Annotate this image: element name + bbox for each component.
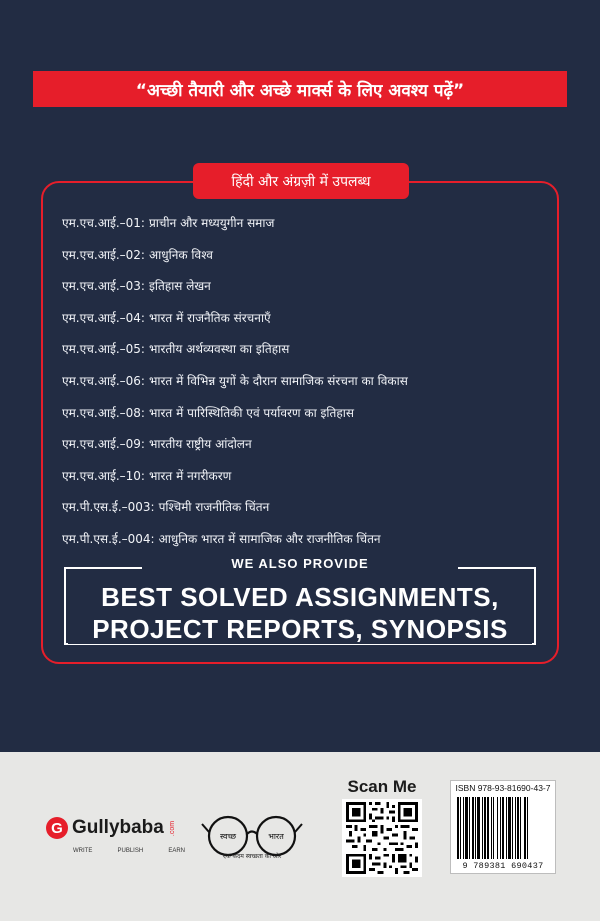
course-code: एम.एच.आई.–06:	[62, 373, 145, 388]
course-item	[62, 465, 548, 497]
course-list	[62, 212, 548, 560]
gullybaba-logo-icon	[46, 813, 180, 843]
course-code: एम.एच.आई.–01:	[62, 216, 145, 230]
course-code: एम.एच.आई.–04:	[62, 310, 145, 325]
barcode-icon	[455, 797, 551, 859]
qr-code-pattern	[345, 802, 419, 874]
course-item	[62, 338, 548, 370]
publisher-tagline	[73, 848, 185, 854]
tagline-publish: PUBLISH	[117, 848, 144, 854]
course-title: भारत में विभिन्न युगों के दौरान सामाजिक संरचना का विकास	[148, 373, 408, 388]
qr-code-icon[interactable]	[342, 799, 422, 877]
tagline-earn: EARN	[168, 848, 185, 854]
promo-line-2: PROJECT REPORTS, SYNOPSIS	[68, 614, 532, 644]
course-item	[62, 212, 548, 244]
course-item	[62, 496, 548, 528]
course-item	[62, 307, 548, 339]
course-code: एम.एच.आई.–10:	[62, 468, 145, 483]
swachh-tagline: एक कदम स्वच्छता की ओर	[222, 853, 282, 860]
course-code: एम.एच.आई.–02:	[62, 247, 145, 262]
course-item	[62, 528, 548, 560]
publisher-domain: .com	[168, 820, 176, 836]
publisher-name: Gullybaba	[72, 817, 164, 838]
tagline-banner	[33, 71, 567, 107]
course-title: भारतीय राष्ट्रीय आंदोलन	[148, 437, 252, 452]
course-item	[62, 244, 548, 276]
availability-text: हिंदी और अंग्रज़ी में उपलब्ध	[231, 173, 371, 190]
course-item	[62, 433, 548, 465]
course-title: इतिहास लेखन	[148, 279, 211, 294]
course-code: एम.एच.आई.–09:	[62, 437, 145, 452]
course-code: एम.पी.एस.ई.–003:	[62, 500, 155, 515]
isbn-label: ISBN 978-93-81690-43-7	[455, 783, 551, 793]
course-title: भारत में नगरीकरण	[148, 468, 232, 483]
course-title: भारत में पारिस्थितिकी एवं पर्यावरण का इतिहास	[148, 405, 354, 420]
promo-heading: WE ALSO PROVIDE	[231, 556, 369, 571]
language-availability-badge	[193, 163, 409, 199]
tagline-write: WRITE	[73, 848, 93, 854]
course-title: आधुनिक विश्व	[148, 247, 213, 262]
course-item	[62, 370, 548, 402]
isbn-digits: 9 789381 690437	[462, 861, 544, 871]
promo-line-1: BEST SOLVED ASSIGNMENTS,	[90, 582, 510, 612]
course-title: आधुनिक भारत में सामाजिक और राजनीतिक चिंतन	[158, 531, 381, 546]
course-title: भारत में राजनैतिक संरचनाएँ	[148, 310, 271, 325]
tagline-text: “अच्छी तैयारी और अच्छे मार्क्स के लिए अवश्य पढ़ें”	[135, 80, 465, 101]
course-code: एम.एच.आई.–05:	[62, 342, 145, 357]
bharat-word: भारत	[268, 832, 284, 841]
course-title: पश्चिमी राजनीतिक चिंतन	[158, 500, 270, 515]
course-item	[62, 402, 548, 434]
course-code: एम.एच.आई.–08:	[62, 405, 145, 420]
course-code: एम.पी.एस.ई.–004:	[62, 531, 155, 546]
scan-me-label: Scan Me	[347, 777, 417, 796]
course-title: भारतीय अर्थव्यवस्था का इतिहास	[148, 342, 290, 357]
logo-g-mark: G	[46, 817, 68, 839]
course-title: प्राचीन और मध्ययुगीन समाज	[148, 216, 275, 230]
swachh-word: स्वच्छ	[219, 832, 237, 841]
course-item	[62, 275, 548, 307]
course-code: एम.एच.आई.–03:	[62, 279, 145, 294]
